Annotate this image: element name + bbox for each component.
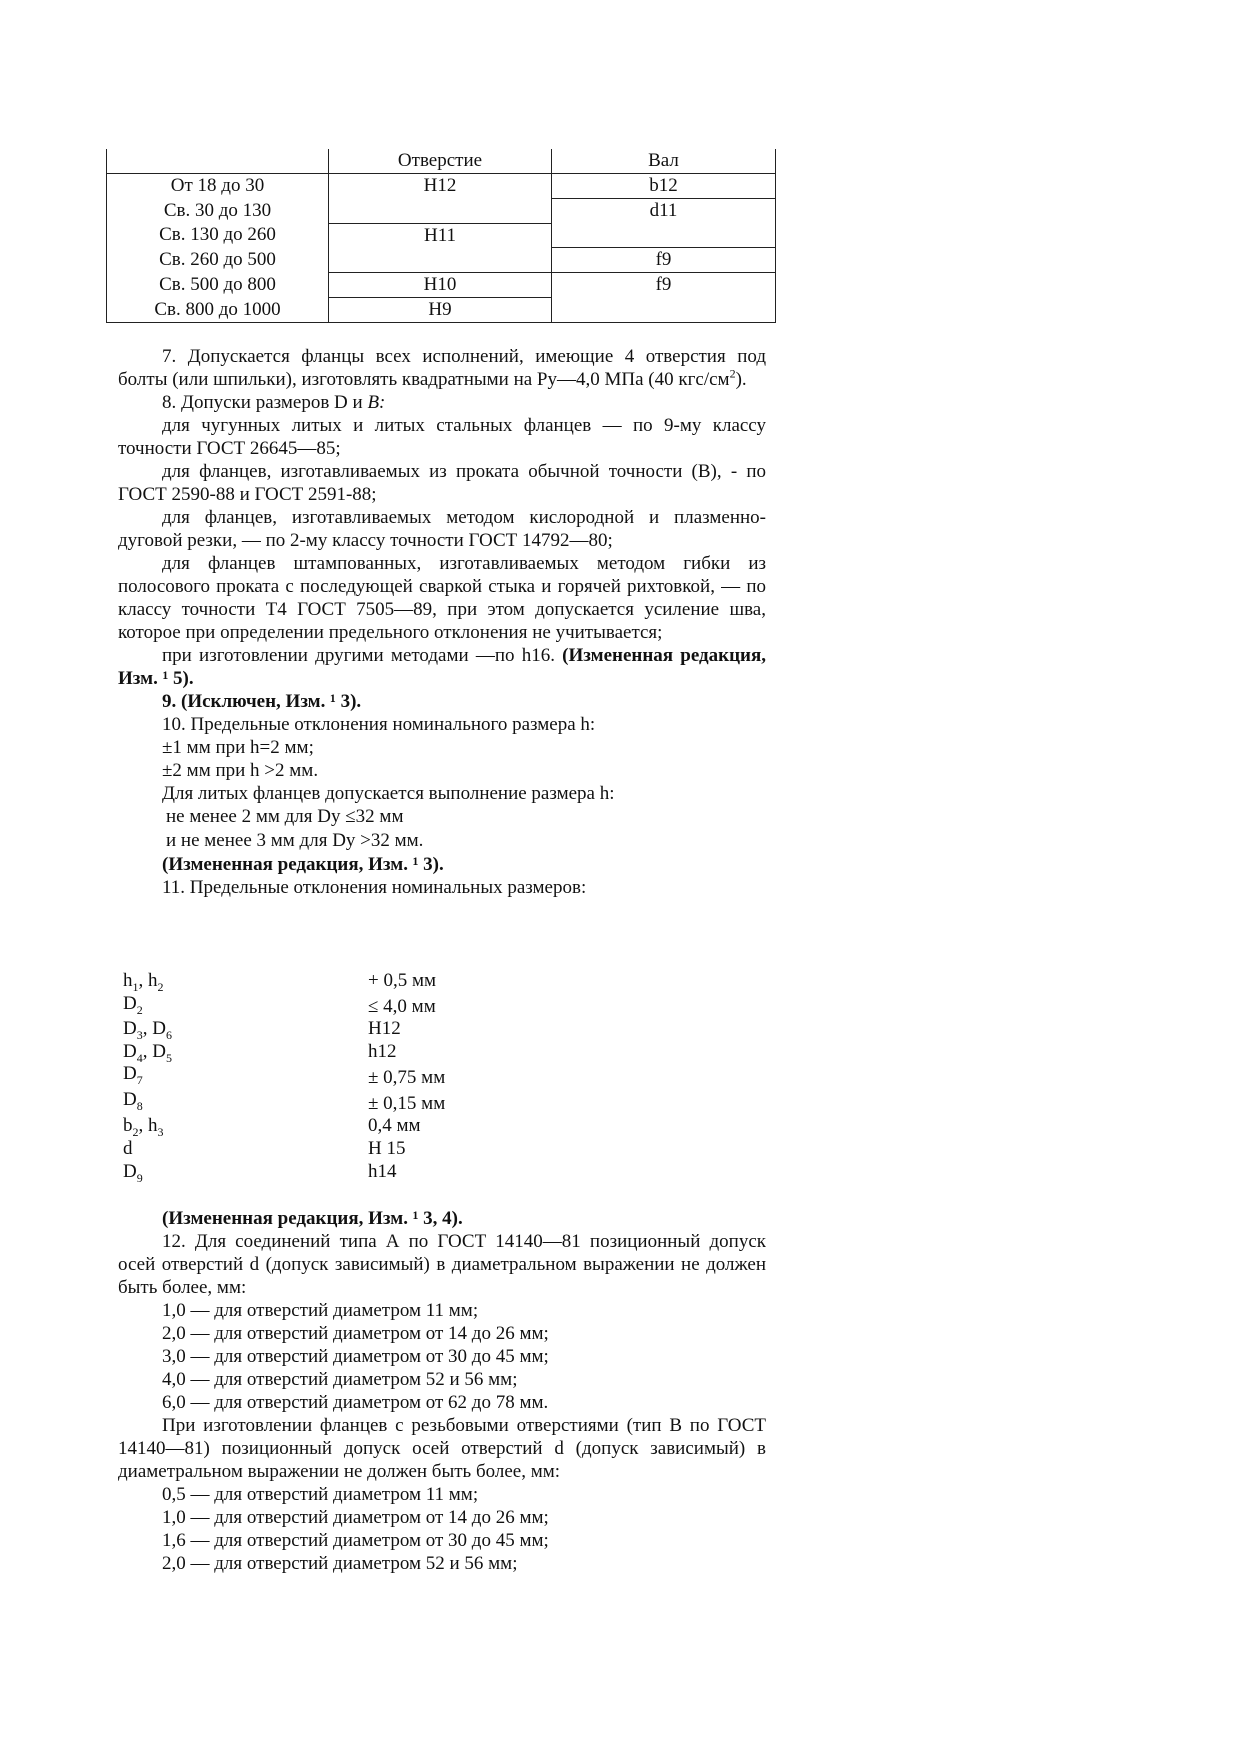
tolerance-symbol: $b_2$, $h_3$ [123,1115,164,1140]
list-item [123,970,523,993]
list-item [123,1018,523,1041]
tolerance-value: Н 15 [368,1138,406,1160]
text-run: 8. Допуски размеров D и [162,392,368,413]
paragraph-10-item: и не менее 3 мм для Dy >32 мм. [166,830,424,851]
table-cell-shaft: b12 [552,174,776,199]
paragraph-9: 9. (Исключен, Изм. ¹ 3). [162,691,362,712]
tolerance-symbol: $D_8$ [123,1089,143,1114]
table-cell-shaft: d11 [552,199,776,224]
tolerance-value: ± 0,75 мм [368,1067,446,1089]
table-row [107,174,776,199]
table-cell-hole: Н10 [329,273,552,298]
paragraph-12-item: 4,0 — для отверстий диаметром 52 и 56 мм; [162,1369,518,1390]
paragraph-8-item [118,644,766,690]
table-cell-range: Св. 800 до 1000 [107,298,329,323]
table-cell-range: Св. 500 до 800 [107,273,329,298]
paragraph-8-item: для фланцев штампованных, изготавливаемых методом гибки из полосового проката с последующей сваркой стыка и горячей рихтовкой, — по классу точности Т4 ГОСТ 7505—89, при этом допускается усиление шва, которое при определении предельного отклонения не учитывается; [118,553,766,643]
paragraph-12-item: 6,0 — для отверстий диаметром от 62 до 78 мм. [162,1392,549,1413]
tolerance-symbol: d [123,1138,133,1160]
amendment-note: (Измененная редакция, Изм. ¹ 5). [118,645,766,689]
paragraph-13-item: 1,0 — для отверстий диаметром от 14 до 26 мм; [162,1507,549,1528]
tolerance-symbol: $h_1$, $h_2$ [123,970,164,994]
paragraph-8-item: для фланцев, изготавливаемых методом кислородной и плазменно-дуговой резки, — по 2-му классу точности ГОСТ 14792—80; [118,507,766,551]
tolerance-symbol: $D_3$, $D_6$ [123,1017,172,1042]
amendment-note: (Измененная редакция, Изм. ¹ 3). [162,854,444,875]
section-12 [118,1207,766,1575]
tolerance-symbol: $D_7$ [123,1063,143,1088]
paragraph-10-item: не менее 2 мм для Dy ≤32 мм [166,806,404,827]
list-item [123,1041,523,1064]
table-cell-range: Св. 30 до 130 [107,199,329,224]
paragraph-10-item: ±2 мм при h >2 мм. [162,760,319,781]
paragraph-13-item: 1,6 — для отверстий диаметром от 30 до 45 мм; [162,1530,549,1551]
table-row [107,223,776,248]
text-run: при изготовлении другими методами —по h16. [162,645,563,666]
paragraph-10-item: ±1 мм при h=2 мм; [162,737,314,758]
paragraph-10-item: Для литых фланцев допускается выполнение размера h: [162,783,615,804]
paragraph-13-item: 2,0 — для отверстий диаметром 52 и 56 мм; [162,1553,518,1574]
paragraph-13: При изготовлении фланцев с резьбовыми отверстиями (тип В по ГОСТ 14140—81) позиционный допуск осей отверстий d (допуск зависимый) в диаметральном выражении не должен быть более, мм: [118,1415,766,1482]
amendment-note: (Измененная редакция, Изм. ¹ 3, 4). [162,1208,463,1229]
paragraph-12-item: 1,0 — для отверстий диаметром 11 мм; [162,1300,479,1321]
table-cell-range: Св. 260 до 500 [107,248,329,273]
tolerance-symbol: $D_2$ [123,992,143,1017]
table-row [107,273,776,298]
list-item [123,1138,523,1161]
table-cell-shaft: f9 [552,273,776,298]
table-cell-range: Св. 130 до 260 [107,223,329,248]
tolerance-value: + 0,5 мм [368,970,437,991]
table-cell-hole [329,248,552,273]
paragraph-10: 10. Предельные отклонения номинального размера h: [162,714,596,735]
tolerance-value: 0,4 мм [368,1115,421,1137]
table-cell-range: От 18 до 30 [107,174,329,199]
section-7-11 [118,345,766,899]
paragraph-8-item: для чугунных литых и литых стальных фланцев — по 9-му классу точности ГОСТ 26645—85; [118,415,766,459]
tolerance-value: Н12 [368,1017,401,1039]
paragraph-13-item: 0,5 — для отверстий диаметром 11 мм; [162,1484,479,1505]
list-item [123,1089,523,1115]
list-item [123,1063,523,1089]
table-cell-shaft [552,223,776,248]
table-header-row [107,149,776,174]
fit-table [106,149,776,323]
table-header-cell [107,149,329,174]
paragraph-12-item: 3,0 — для отверстий диаметром от 30 до 45 мм; [162,1346,549,1367]
list-item [123,993,523,1018]
text-run: 7. Допускается фланцы всех исполнений, имеющие 4 отверстия под болты (или шпильки), изготовлять квадратными на Ру—4,0 МПа (40 кгс/см [118,346,766,390]
tolerance-symbol: $D_4$, $D_5$ [123,1040,172,1065]
list-item [123,1115,523,1138]
table-cell-hole: Н11 [329,223,552,248]
table-row [107,199,776,224]
table-cell-shaft [552,298,776,323]
tolerance-value: h14 [368,1160,397,1182]
tolerance-value: ≤ 4,0 мм [368,995,436,1017]
table-header-cell: Отверстие [329,149,552,174]
text-run: В: [367,392,386,413]
list-item [123,1161,523,1184]
tolerance-list [123,970,523,1184]
superscript: 2 [729,366,736,381]
paragraph-7 [118,345,766,391]
tolerance-value: h12 [368,1040,397,1062]
paragraph-11: 11. Предельные отклонения номинальных размеров: [162,877,587,898]
table-row [107,248,776,273]
paragraph-12-item: 2,0 — для отверстий диаметром от 14 до 26 мм; [162,1323,549,1344]
table-header-cell: Вал [552,149,776,174]
tolerance-symbol: $D_9$ [123,1160,143,1185]
table-cell-hole [329,199,552,224]
table-cell-shaft: f9 [552,248,776,273]
paragraph-8-item: для фланцев, изготавливаемых из проката обычной точности (В), - по ГОСТ 2590-88 и ГОСТ 2591-88; [118,461,766,505]
paragraph-8 [118,391,766,414]
table-cell-hole: Н9 [329,298,552,323]
text-run: ). [735,369,747,390]
table-row [107,298,776,323]
tolerance-value: ± 0,15 мм [368,1093,446,1115]
table-cell-hole: Н12 [329,174,552,199]
paragraph-12: 12. Для соединений типа А по ГОСТ 14140—81 позиционный допуск осей отверстий d (допуск зависимый) в диаметральном выражении не должен быть более, мм: [118,1231,766,1298]
